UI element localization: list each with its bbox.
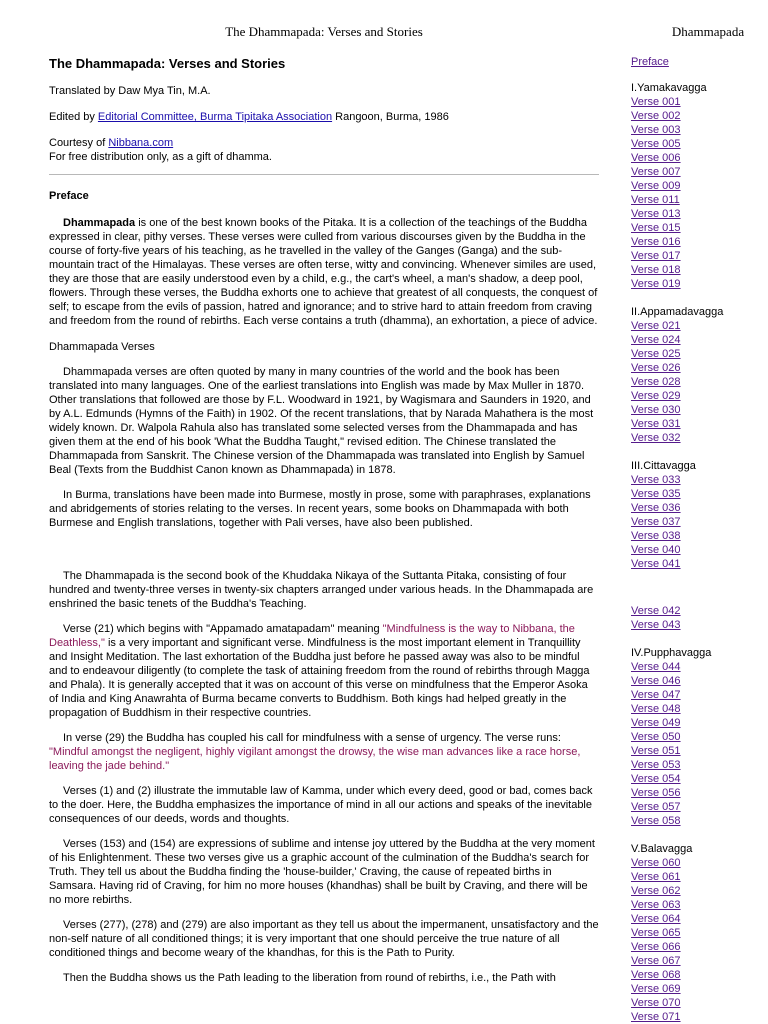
sidebar-item-verse-019[interactable]: Verse 019 bbox=[631, 278, 681, 290]
sidebar-item-verse-033[interactable]: Verse 033 bbox=[631, 474, 681, 486]
verse-list-appamadavagga bbox=[631, 319, 761, 445]
verse-list-yamakavagga bbox=[631, 95, 761, 291]
sidebar-item-verse-005[interactable]: Verse 005 bbox=[631, 138, 681, 150]
sidebar-item-verse-042[interactable]: Verse 042 bbox=[631, 605, 681, 617]
sidebar-item-verse-069[interactable]: Verse 069 bbox=[631, 983, 681, 995]
sidebar-item-verse-060[interactable]: Verse 060 bbox=[631, 857, 681, 869]
verse-21-quote: "Mindfulness is the way to Nibbana, the Deathless," bbox=[49, 623, 575, 649]
impermanence-paragraph: Verses (277), (278) and (279) are also important as they tell us about the impermanent, unsatisfactory and the non-self nature of all conditioned things; it is very important that one should perceive the true nature of all conditioned things and become weary of the khandhas, for this is the Path to Purity. bbox=[49, 919, 599, 959]
sidebar-item-verse-016[interactable]: Verse 016 bbox=[631, 236, 681, 248]
sidebar-item-verse-013[interactable]: Verse 013 bbox=[631, 208, 681, 220]
verse-list-pupphavagga bbox=[631, 660, 761, 828]
chapter-title-yamakavagga: I.Yamakavagga bbox=[631, 82, 707, 94]
dhammapada-bold: Dhammapada bbox=[63, 217, 136, 229]
verse-29-intro: In verse (29) the Buddha has coupled his call for mindfulness with a sense of urgency. The verse runs: bbox=[63, 732, 561, 744]
sidebar-item-verse-002[interactable]: Verse 002 bbox=[631, 110, 681, 122]
sidebar-item-verse-067[interactable]: Verse 067 bbox=[631, 955, 681, 967]
sidebar-item-verse-047[interactable]: Verse 047 bbox=[631, 689, 681, 701]
sidebar-item-verse-017[interactable]: Verse 017 bbox=[631, 250, 681, 262]
sidebar-item-verse-015[interactable]: Verse 015 bbox=[631, 222, 681, 234]
sidebar-item-verse-025[interactable]: Verse 025 bbox=[631, 348, 681, 360]
sidebar-item-verse-058[interactable]: Verse 058 bbox=[631, 815, 681, 827]
editor-suffix: Rangoon, Burma, 1986 bbox=[332, 111, 449, 123]
courtesy-line bbox=[49, 136, 599, 150]
sidebar-item-verse-003[interactable]: Verse 003 bbox=[631, 124, 681, 136]
main-content bbox=[49, 56, 599, 985]
sidebar-item-verse-006[interactable]: Verse 006 bbox=[631, 152, 681, 164]
sidebar-item-verse-021[interactable]: Verse 021 bbox=[631, 320, 681, 332]
sidebar-item-verse-051[interactable]: Verse 051 bbox=[631, 745, 681, 757]
sidebar-item-verse-066[interactable]: Verse 066 bbox=[631, 941, 681, 953]
sidebar-item-verse-065[interactable]: Verse 065 bbox=[631, 927, 681, 939]
sidebar-item-verse-041[interactable]: Verse 041 bbox=[631, 558, 681, 570]
sidebar-item-verse-007[interactable]: Verse 007 bbox=[631, 166, 681, 178]
kamma-paragraph: Verses (1) and (2) illustrate the immutable law of Kamma, under which every deed, good or bad, comes back to the doer. Here, the Buddha emphasizes the importance of mind in all our actions and speaks of the inevitable consequences of our deeds, words and thoughts. bbox=[49, 785, 593, 825]
chapter-title-pupphavagga: IV.Pupphavagga bbox=[631, 647, 712, 659]
sidebar-item-verse-064[interactable]: Verse 064 bbox=[631, 913, 681, 925]
sidebar-item-preface[interactable]: Preface bbox=[631, 56, 669, 68]
sidebar-item-verse-044[interactable]: Verse 044 bbox=[631, 661, 681, 673]
page-header-title: The Dhammapada: Verses and Stories bbox=[225, 24, 423, 39]
sidebar-item-verse-028[interactable]: Verse 028 bbox=[631, 376, 681, 388]
verse-21-text: is a very important and significant verse. Mindfulness is the most important element in Tranquillity and Insight Meditation. The last exhortation of the Buddha just before he passed away was also to be mindful and to endeavour diligently (to complete the task of attaining freedom from the round of rebirths through Magga and Phala). It is generally accepted that it was on account of this verse on mindfulness that the Emperor Asoka of India and King Anawrahta of Burma became converts to Buddhism. Both kings had helped greatly in the propagation of Buddhism in their respective countries. bbox=[49, 637, 590, 719]
editor-prefix: Edited by bbox=[49, 111, 98, 123]
sidebar-item-verse-035[interactable]: Verse 035 bbox=[631, 488, 681, 500]
preface-paragraph-text: is one of the best known books of the Pitaka. It is a collection of the teachings of the Buddha expressed in clear, pithy verses. These verses were culled from various discourses given by the Buddha in the course of forty-five years of his teaching, as he travelled in the valley of the Ganges (Ganga) and the sub-mountain tract of the Himalayas. These verses are often terse, witty and convincing. Whenever similes are used, they are those that are easily understood even by a child, e.g., the cart's wheel, a man's shadow, a deep pool, flowers. Through these verses, the Buddha exhorts one to achieve that greatest of all conquests, the conquest of self; to escape from the evils of passion, hatred and ignorance; and to strive hard to attain freedom from craving and freedom from the round of rebirths. Each verse contains a truth (dhamma), an exhortation, a piece of advice. bbox=[49, 217, 598, 327]
preface-heading: Preface bbox=[49, 190, 89, 202]
sidebar-item-verse-071[interactable]: Verse 071 bbox=[631, 1011, 681, 1023]
sidebar-item-verse-026[interactable]: Verse 026 bbox=[631, 362, 681, 374]
verse-21-intro: Verse (21) which begins with "Appamado amatapadam" meaning bbox=[63, 623, 383, 635]
courtesy-prefix: Courtesy of bbox=[49, 137, 109, 149]
sidebar-item-verse-009[interactable]: Verse 009 bbox=[631, 180, 681, 192]
sidebar-item-verse-011[interactable]: Verse 011 bbox=[631, 194, 680, 206]
sidebar-item-verse-043[interactable]: Verse 043 bbox=[631, 619, 681, 631]
verse-29-paragraph bbox=[49, 731, 599, 773]
nibbana-link[interactable]: Nibbana.com bbox=[108, 137, 174, 149]
sidebar-item-verse-046[interactable]: Verse 046 bbox=[631, 675, 681, 687]
divider bbox=[49, 174, 599, 175]
sidebar-item-verse-063[interactable]: Verse 063 bbox=[631, 899, 681, 911]
chapter-title-balavagga: V.Balavagga bbox=[631, 843, 693, 855]
sidebar-item-verse-032[interactable]: Verse 032 bbox=[631, 432, 681, 444]
burma-paragraph: In Burma, translations have been made into Burmese, mostly in prose, some with paraphrases, explanations and abridgements of stories relating to the verses. In recent years, some books on Dhammapada with both Burmese and English translations, together with Pali verses, have also been published. bbox=[49, 489, 591, 529]
sidebar-item-verse-050[interactable]: Verse 050 bbox=[631, 731, 681, 743]
chapter-title-appamadavagga: II.Appamadavagga bbox=[631, 306, 724, 318]
distribution-note: For free distribution only, as a gift of dhamma. bbox=[49, 151, 272, 163]
sidebar-item-verse-029[interactable]: Verse 029 bbox=[631, 390, 681, 402]
document-title: The Dhammapada: Verses and Stories bbox=[49, 56, 286, 71]
editor-line bbox=[49, 110, 599, 124]
sidebar-item-verse-056[interactable]: Verse 056 bbox=[631, 787, 681, 799]
sidebar-item-verse-054[interactable]: Verse 054 bbox=[631, 773, 681, 785]
preface-paragraph bbox=[49, 216, 599, 328]
verse-list-cittavagga bbox=[631, 473, 761, 571]
sidebar-item-verse-030[interactable]: Verse 030 bbox=[631, 404, 681, 416]
sidebar-item-verse-037[interactable]: Verse 037 bbox=[631, 516, 681, 528]
sidebar-item-verse-062[interactable]: Verse 062 bbox=[631, 885, 681, 897]
enlightenment-paragraph: Verses (153) and (154) are expressions of sublime and intense joy uttered by the Buddha at the very moment of his Enlightenment. These two verses give us a graphic account of the culmination of the Buddha's search for Truth. They tell us about the Buddha finding the 'house-builder,' Craving, the cause of repeated births in Samsara. Having rid of Craving, for him no more houses (khandhas) shall be built by Craving, and there will be no more rebirths. bbox=[49, 838, 595, 906]
path-paragraph: Then the Buddha shows us the Path leading to the liberation from round of rebirths, i.e., the Path with bbox=[63, 972, 556, 984]
verse-21-paragraph bbox=[49, 622, 599, 720]
verse-navigation bbox=[631, 55, 761, 1024]
sidebar-item-verse-070[interactable]: Verse 070 bbox=[631, 997, 681, 1009]
sidebar-item-verse-036[interactable]: Verse 036 bbox=[631, 502, 681, 514]
verse-29-quote: "Mindful amongst the negligent, highly vigilant amongst the drowsy, the wise man advances like a race horse, leaving the jade behind." bbox=[49, 746, 581, 772]
sidebar-item-verse-001[interactable]: Verse 001 bbox=[631, 96, 681, 108]
khuddaka-paragraph: The Dhammapada is the second book of the Khuddaka Nikaya of the Suttanta Pitaka, consisting of four hundred and twenty-three verses in twenty-six chapters arranged under various heads. In the Dhammapada are enshrined the basic tenets of the Buddha's Teaching. bbox=[49, 570, 594, 610]
sidebar-item-verse-068[interactable]: Verse 068 bbox=[631, 969, 681, 981]
chapter-title-cittavagga: III.Cittavagga bbox=[631, 460, 696, 472]
sidebar-header-title: Dhammapada bbox=[671, 24, 745, 39]
verse-list-balavagga bbox=[631, 856, 761, 1024]
verse-list-cittavagga-continued bbox=[631, 604, 761, 632]
sidebar-item-verse-057[interactable]: Verse 057 bbox=[631, 801, 681, 813]
sidebar-item-verse-024[interactable]: Verse 024 bbox=[631, 334, 681, 346]
sidebar-item-verse-038[interactable]: Verse 038 bbox=[631, 530, 681, 542]
sidebar-item-verse-018[interactable]: Verse 018 bbox=[631, 264, 681, 276]
sidebar-item-verse-048[interactable]: Verse 048 bbox=[631, 703, 681, 715]
sidebar-item-verse-031[interactable]: Verse 031 bbox=[631, 418, 681, 430]
translator-line: Translated by Daw Mya Tin, M.A. bbox=[49, 85, 211, 97]
translations-paragraph: Dhammapada verses are often quoted by many in many countries of the world and the book has been translated into many languages. One of the earliest translations into English was made by Max Muller in 1870. Other translations that followed are those by F.L. Woodward in 1921, by Wagismara and Saunders in 1920, and by A.L. Edmunds (Hymns of the Faith) in 1902. Of the recent translations, that by Narada Mahathera is the most widely known. Dr. Walpola Rahula also has translated some selected verses from the Dhammapada and has given them at the end of his book 'What the Buddha Taught," revised edition. The Chinese translated the Dhammapada from Sanskrit. The Chinese version of the Dhammapada was translated into English by Samuel Beal (Texts from the Buddhist Canon known as Dhammapada) in 1878. bbox=[49, 366, 594, 476]
sidebar-item-verse-053[interactable]: Verse 053 bbox=[631, 759, 681, 771]
verses-heading: Dhammapada Verses bbox=[49, 341, 155, 353]
sidebar-item-verse-040[interactable]: Verse 040 bbox=[631, 544, 681, 556]
sidebar-item-verse-061[interactable]: Verse 061 bbox=[631, 871, 681, 883]
sidebar-item-verse-049[interactable]: Verse 049 bbox=[631, 717, 681, 729]
editorial-committee-link[interactable]: Editorial Committee, Burma Tipitaka Association bbox=[97, 111, 333, 123]
